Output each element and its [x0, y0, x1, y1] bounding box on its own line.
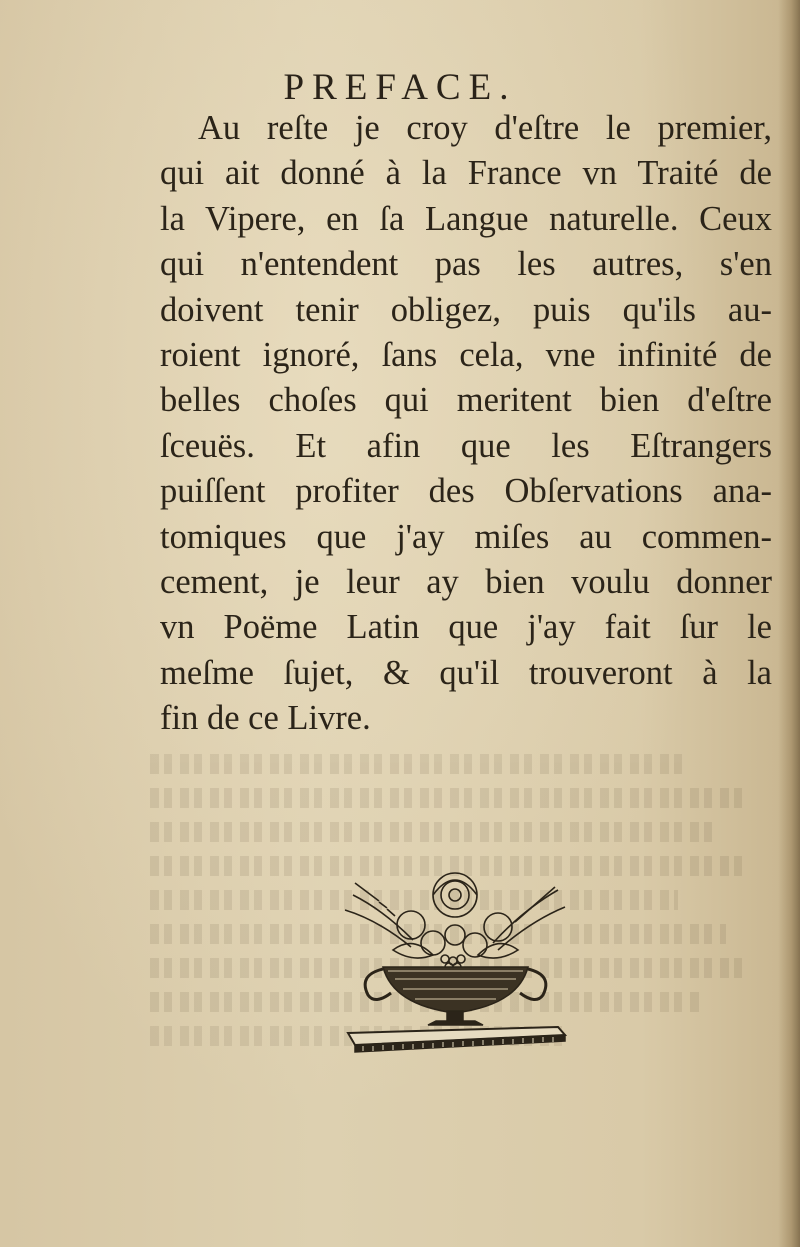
- text-line: qui n'entendent pas les autres, s'en: [160, 245, 772, 284]
- text-line: puiſſent profiter des Obſervations ana-: [160, 472, 772, 511]
- text-line: la Vipere, en ſa Langue naturelle. Ceux: [160, 199, 772, 238]
- text-line: vn Poëme Latin que j'ay fait ſur le: [160, 608, 772, 647]
- text-line: doivent tenir obligez, puis qu'ils au-: [160, 290, 772, 329]
- text-line: Au reſte je croy d'eſtre le premier,: [198, 109, 772, 147]
- text-line: meſme ſujet, & qu'il trouveront à la: [160, 653, 772, 692]
- flower-basket-vignette-icon: [333, 855, 578, 1055]
- page-edge-shadow: [778, 0, 800, 1247]
- text-line: roient ignoré, ſans cela, vne infinité de: [160, 335, 772, 374]
- text-line: tomiques que j'ay miſes au commen-: [160, 517, 772, 556]
- text-line: belles choſes qui meritent bien d'eſtre: [160, 381, 772, 420]
- preface-paragraph: [160, 106, 772, 741]
- text-line: fin de ce Livre.: [160, 699, 371, 738]
- text-line: qui ait donné à la France vn Traité de: [160, 154, 772, 193]
- page-heading: PREFACE.: [283, 67, 517, 108]
- text-line: cement, je leur ay bien voulu donner: [160, 562, 772, 601]
- text-line: ſceuës. Et afin que les Eſtrangers: [160, 426, 772, 465]
